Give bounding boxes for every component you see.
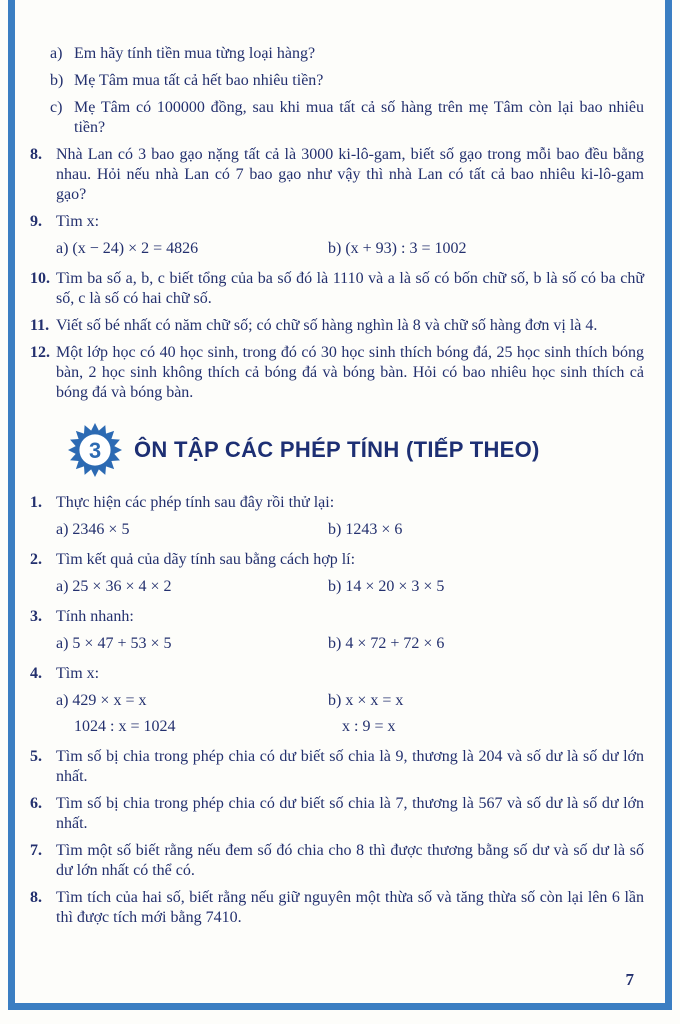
problem-text: Tìm ba số a, b, c biết tổng của ba số đó là 1110 và a là số có bốn chữ số, b là số có ba chữ số, c là số có hai chữ số. bbox=[56, 270, 644, 307]
problem-5 bbox=[30, 747, 644, 787]
sub-question-label: a) bbox=[50, 45, 63, 62]
problem-10 bbox=[30, 269, 644, 309]
problem-2 bbox=[30, 550, 644, 570]
expression-a: a) 2346 × 5 bbox=[56, 521, 130, 538]
problem-text: Viết số bé nhất có năm chữ số; có chữ số hàng nghìn là 8 và chữ số hàng đơn vị là 4. bbox=[56, 317, 598, 334]
sub-question-text: Mẹ Tâm mua tất cả hết bao nhiêu tiền? bbox=[74, 72, 324, 89]
problem-number: 11. bbox=[30, 317, 50, 334]
problem-number: 12. bbox=[30, 344, 50, 361]
expression-b2: x : 9 = x bbox=[342, 718, 396, 735]
expression-b: b) 14 × 20 × 3 × 5 bbox=[328, 578, 445, 595]
problem-4-expressions-line1 bbox=[56, 691, 644, 711]
section-badge-number: 3 bbox=[88, 437, 102, 463]
sub-question-a bbox=[50, 44, 644, 64]
expression-b: b) 4 × 72 + 72 × 6 bbox=[328, 635, 445, 652]
problem-text: Tìm tích của hai số, biết rằng nếu giữ nguyên một thừa số và tăng thừa số còn lại lên 6 lần thì được tích mới bằng 7410. bbox=[56, 889, 644, 926]
problem-number: 10. bbox=[30, 270, 50, 287]
page-content bbox=[30, 44, 644, 935]
problem-text: Tính nhanh: bbox=[56, 608, 134, 625]
problem-4-expressions-line2 bbox=[74, 717, 644, 737]
problem-text: Một lớp học có 40 học sinh, trong đó có 30 học sinh thích bóng đá, 25 học sinh thích bóng bàn, 2 học sinh không thích cả bóng đá và bóng bàn. Hỏi có bao nhiêu học sinh thích cả bóng đá và bóng bàn. bbox=[56, 344, 644, 401]
expression-a: a) 25 × 36 × 4 × 2 bbox=[56, 578, 172, 595]
problem-1 bbox=[30, 493, 644, 513]
problem-text: Tìm một số biết rằng nếu đem số đó chia cho 8 thì được thương bằng số dư và số dư là số dư lớn nhất có thể có. bbox=[56, 842, 644, 879]
problem-9-expressions bbox=[56, 239, 644, 259]
problem-number: 7. bbox=[30, 842, 42, 859]
problem-11 bbox=[30, 316, 644, 336]
problem-text: Tìm kết quả của dãy tính sau bằng cách hợp lí: bbox=[56, 551, 356, 568]
problem-number: 1. bbox=[30, 494, 42, 511]
problem-9 bbox=[30, 212, 644, 232]
problem-1-expressions bbox=[56, 520, 644, 540]
section-title: ÔN TẬP CÁC PHÉP TÍNH (TIẾP THEO) bbox=[134, 437, 540, 462]
problem-number: 8. bbox=[30, 146, 42, 163]
problem-2-expressions bbox=[56, 577, 644, 597]
problem-12 bbox=[30, 343, 644, 403]
sub-question-label: c) bbox=[50, 99, 63, 116]
expression-a: a) (x − 24) × 2 = 4826 bbox=[56, 240, 199, 257]
problem-number: 2. bbox=[30, 551, 42, 568]
expression-b: b) 1243 × 6 bbox=[328, 521, 403, 538]
sub-question-text: Mẹ Tâm có 100000 đồng, sau khi mua tất cả số hàng trên mẹ Tâm còn lại bao nhiêu tiền? bbox=[74, 99, 644, 136]
page-border-left bbox=[8, 0, 15, 1010]
problem-text: Thực hiện các phép tính sau đây rồi thử lại: bbox=[56, 494, 335, 511]
sub-question-text: Em hãy tính tiền mua từng loại hàng? bbox=[74, 45, 316, 62]
page-border-bottom bbox=[8, 1003, 672, 1010]
expression-b: b) x × x = x bbox=[328, 692, 404, 709]
problem-text: Nhà Lan có 3 bao gạo nặng tất cả là 3000 ki-lô-gam, biết số gạo trong mỗi bao đều bằng nhau. Hỏi nếu nhà Lan có 7 bao gạo như vậy thì nhà Lan có tất cả bao nhiêu ki-lô-gam gạo? bbox=[56, 146, 644, 203]
problem-3-expressions bbox=[56, 634, 644, 654]
problem-number: 5. bbox=[30, 748, 42, 765]
expression-a: a) 429 × x = x bbox=[56, 692, 147, 709]
problem-text: Tìm số bị chia trong phép chia có dư biết số chia là 9, thương là 204 và số dư là số dư lớn nhất. bbox=[56, 748, 644, 785]
expression-b: b) (x + 93) : 3 = 1002 bbox=[328, 240, 467, 257]
page-number: 7 bbox=[625, 970, 634, 989]
sub-question-b bbox=[50, 71, 644, 91]
problem-7 bbox=[30, 841, 644, 881]
expression-a: a) 5 × 47 + 53 × 5 bbox=[56, 635, 172, 652]
problem-8b bbox=[30, 888, 644, 928]
section-badge-starburst-icon bbox=[68, 423, 122, 477]
expression-a2: 1024 : x = 1024 bbox=[74, 718, 176, 735]
problem-6 bbox=[30, 794, 644, 834]
problem-text: Tìm x: bbox=[56, 665, 100, 682]
page-border-right bbox=[665, 0, 672, 1010]
sub-question-c bbox=[50, 98, 644, 138]
problem-4 bbox=[30, 664, 644, 684]
problem-8 bbox=[30, 145, 644, 205]
problem-number: 9. bbox=[30, 213, 42, 230]
problem-number: 3. bbox=[30, 608, 42, 625]
problem-text: Tìm số bị chia trong phép chia có dư biết số chia là 7, thương là 567 và số dư là số dư lớn nhất. bbox=[56, 795, 644, 832]
problem-number: 8. bbox=[30, 889, 42, 906]
problem-3 bbox=[30, 607, 644, 627]
problem-text: Tìm x: bbox=[56, 213, 100, 230]
problem-number: 4. bbox=[30, 665, 42, 682]
problem-number: 6. bbox=[30, 795, 42, 812]
sub-question-label: b) bbox=[50, 72, 64, 89]
section-heading bbox=[68, 423, 644, 477]
